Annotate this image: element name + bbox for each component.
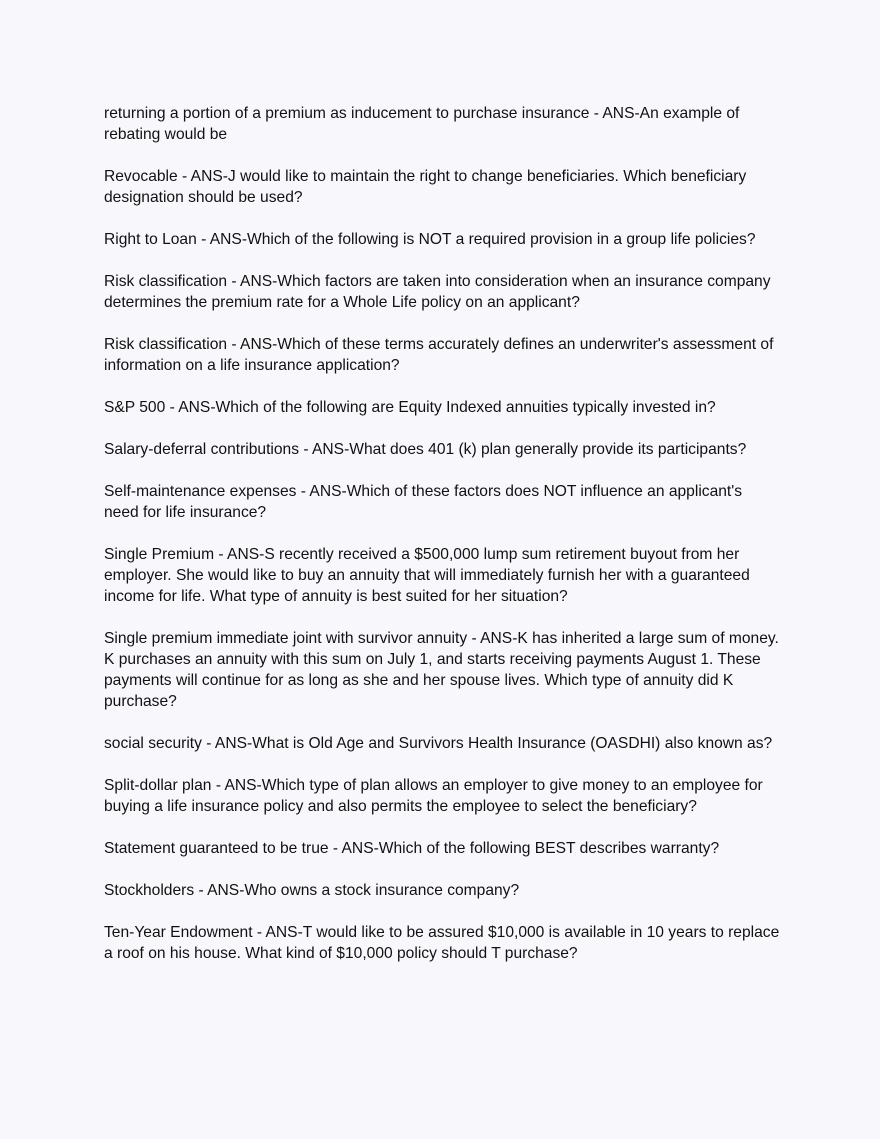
flashcard-entry: Risk classification - ANS-Which of these terms accurately defines an underwriter's assessment of information on a life insurance application? bbox=[104, 336, 774, 374]
flashcard-entry: Self-maintenance expenses - ANS-Which of these factors does NOT influence an applicant's need for life insurance? bbox=[104, 483, 743, 521]
flashcard-entry: S&P 500 - ANS-Which of the following are Equity Indexed annuities typically invested in? bbox=[104, 399, 716, 416]
flashcard-entry: Ten-Year Endowment - ANS-T would like to be assured $10,000 is available in 10 years to replace a roof on his house. What kind of $10,000 policy should T purchase? bbox=[104, 924, 780, 962]
flashcard-entry: Single premium immediate joint with survivor annuity - ANS-K has inherited a large sum of money. K purchases an annuity with this sum on July 1, and starts receiving payments August 1. These payments will continue for as long as she and her spouse lives. Which type of annuity did K purchase? bbox=[104, 630, 779, 710]
flashcard-entry: Right to Loan - ANS-Which of the following is NOT a required provision in a group life policies? bbox=[104, 231, 756, 248]
flashcard-entry: Revocable - ANS-J would like to maintain the right to change beneficiaries. Which beneficiary designation should be used? bbox=[104, 168, 747, 206]
flashcard-entry: Statement guaranteed to be true - ANS-Which of the following BEST describes warranty? bbox=[104, 840, 720, 857]
flashcard-entry: Salary-deferral contributions - ANS-What does 401 (k) plan generally provide its participants? bbox=[104, 441, 747, 458]
flashcard-entry: Single Premium - ANS-S recently received a $500,000 lump sum retirement buyout from her employer. She would like to buy an annuity that will immediately furnish her with a guaranteed income for life. What type of annuity is best suited for her situation? bbox=[104, 546, 750, 605]
flashcard-entry: Split-dollar plan - ANS-Which type of plan allows an employer to give money to an employee for buying a life insurance policy and also permits the employee to select the beneficiary? bbox=[104, 777, 763, 815]
flashcard-entry: Risk classification - ANS-Which factors are taken into consideration when an insurance company determines the premium rate for a Whole Life policy on an applicant? bbox=[104, 273, 771, 311]
flashcard-entry: social security - ANS-What is Old Age and Survivors Health Insurance (OASDHI) also known as? bbox=[104, 735, 773, 752]
flashcard-entry: Stockholders - ANS-Who owns a stock insurance company? bbox=[104, 882, 520, 899]
flashcard-entry: returning a portion of a premium as inducement to purchase insurance - ANS-An example of rebating would be bbox=[104, 105, 740, 143]
